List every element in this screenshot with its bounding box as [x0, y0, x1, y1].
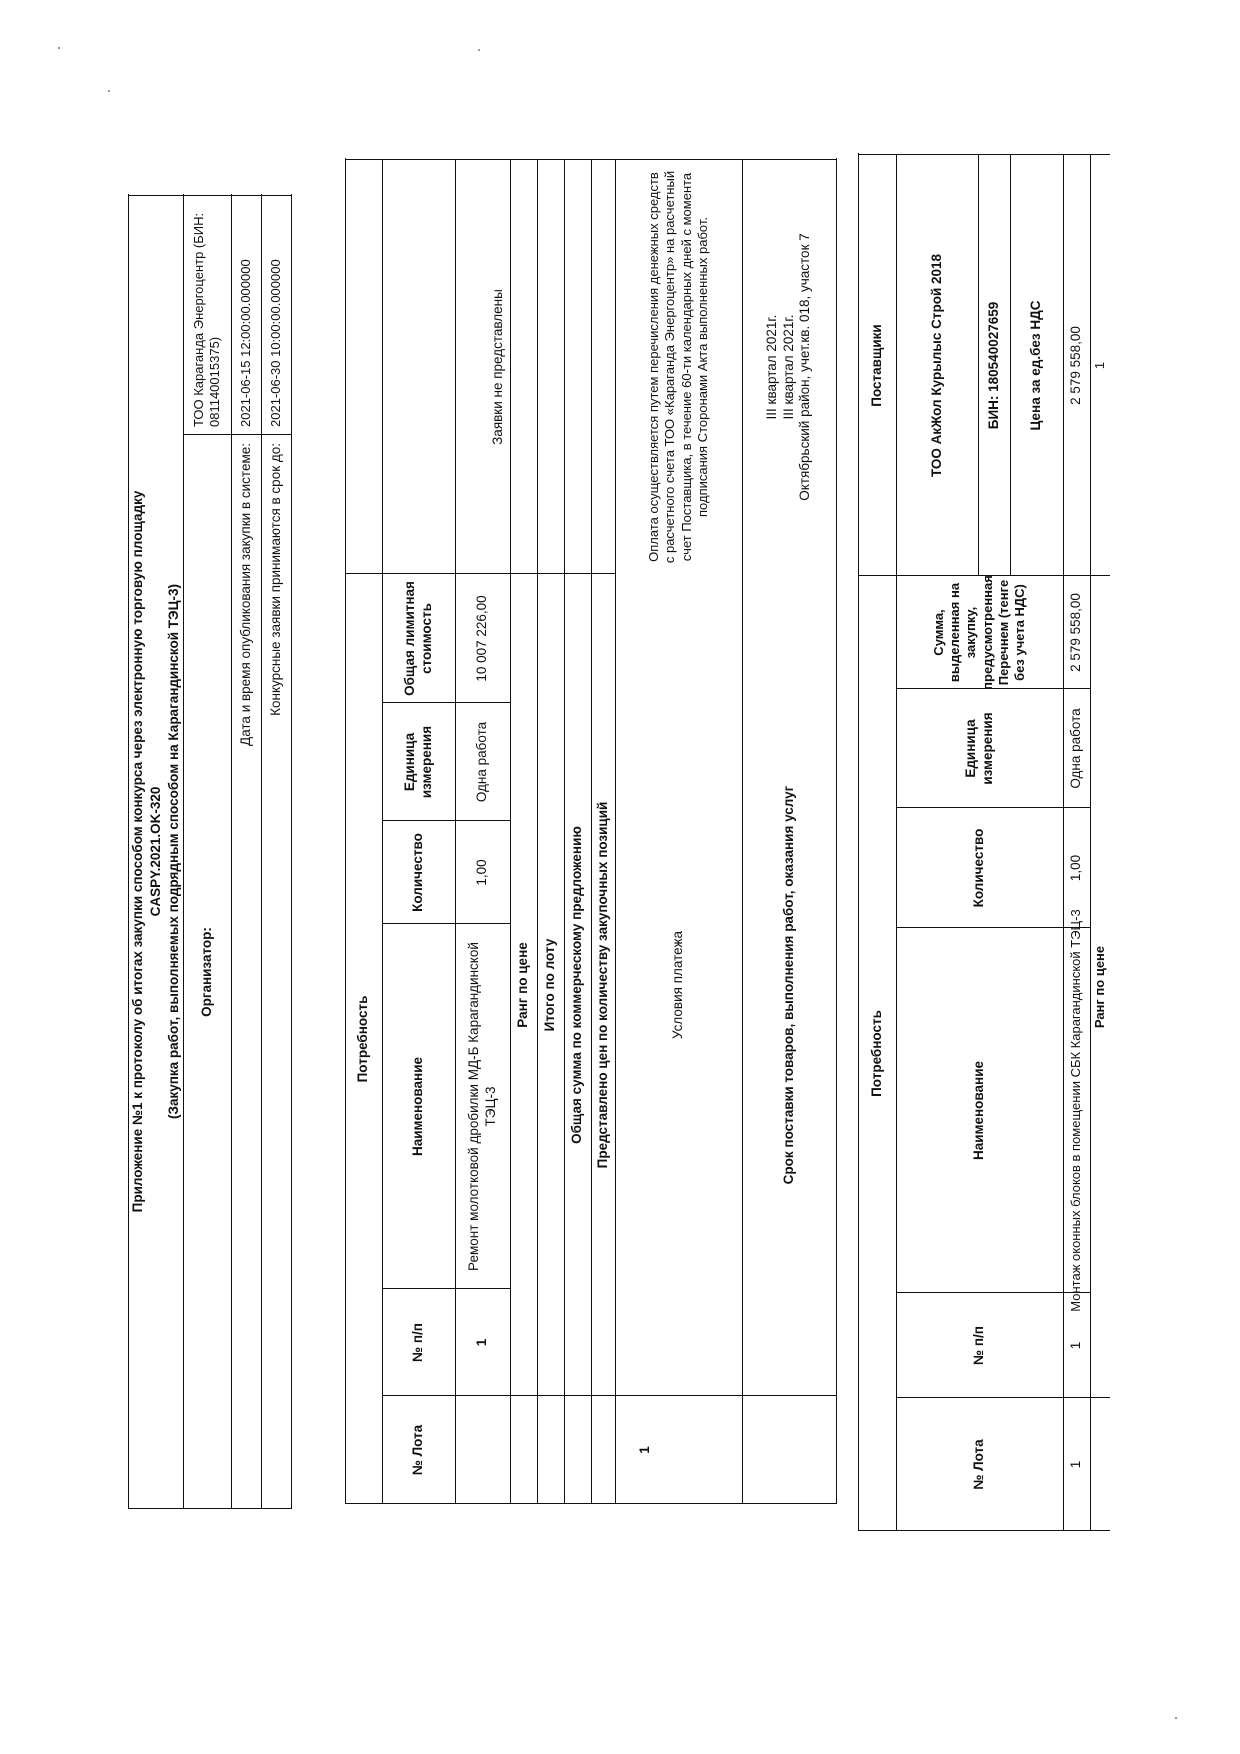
st-item-unit: Одна работа [1068, 708, 1084, 789]
deadline-label: Конкурсные заявки принимаются в срок до: [267, 443, 283, 716]
header-line-3: (Закупка работ, выполняемых подрядным способом на Карагандинской ТЭЦ-3) [165, 584, 181, 1119]
st-item-num: 1 [1068, 1341, 1084, 1350]
st-item-lot: 1 [1068, 1460, 1084, 1469]
delivery-label: Срок поставки товаров, выполнения работ, оказания услуг [780, 785, 796, 1185]
col-qty-header: Количество [410, 833, 426, 912]
payment-text: Оплата осуществляется путем перечисления денежных средств с расчетного счета ТОО «Караганда Энергоцентр» на расчетный счет Поставщика, в течение 60-ти календарных дней с момента подписания Сторонами Акта выполненных работ. [646, 170, 710, 564]
st-col-name-header: Наименование [971, 1060, 987, 1161]
st-col-sum-header: Сумма, выделенная на закупку, предусмотренная Перечнем (тенге без учета НДС) [930, 575, 1027, 690]
need-header: Потребность [355, 995, 371, 1083]
scan-speck [108, 90, 110, 92]
item-qty: 1,00 [474, 859, 490, 886]
supplier-need-header: Потребность [868, 1010, 884, 1097]
st-col-num-header: № п/п [971, 1326, 987, 1365]
st-rank-label: Ранг по цене [1091, 945, 1107, 1029]
delivery-line-3: Октябрьский район, учет.кв. 018, участок 7 [797, 233, 813, 501]
scan-speck [58, 47, 60, 49]
item-num: 1 [474, 1338, 490, 1347]
rank-price-label: Ранг по цене [515, 942, 531, 1028]
published-label: Дата и время опубликования закупки в системе: [237, 443, 253, 746]
deadline-value: 2021-06-30 10:00:00.000000 [267, 259, 283, 427]
scan-speck [478, 49, 480, 51]
col-lot-header: № Лота [410, 1424, 426, 1476]
col-name-header: Наименование [410, 1056, 426, 1157]
st-item-name: Монтаж оконных блоков в помещении СБК Карагандинской ТЭЦ-3 [1068, 909, 1084, 1312]
st-item-qty: 1,00 [1068, 854, 1084, 882]
supplier-bin: БИН: 180540027659 [985, 301, 1001, 430]
st-col-lot-header: № Лота [971, 1439, 987, 1490]
payment-label: Условия платежа [670, 930, 686, 1040]
header-line-1: Приложение №1 к протоколу об итогах закупки способом конкурса через электронную торговую площадку [129, 490, 145, 1213]
header-line-2: CASPY.2021.OK-320 [147, 786, 163, 917]
scan-speck [1175, 1717, 1177, 1719]
suppliers-header: Поставщики [868, 324, 884, 407]
supplier-table [858, 153, 1110, 1531]
delivery-line-1: III квартал 2021г. [763, 314, 779, 420]
total-lot-label: Итого по лоту [542, 938, 558, 1032]
unit-price-label: Цена за ед.без НДС [1028, 300, 1044, 431]
total-commercial-label: Общая сумма по коммерческому предложению [569, 826, 585, 1144]
col-unit-header: Единица измерения [401, 725, 434, 799]
st-rank-value: 1 [1091, 361, 1107, 370]
col-cost-header: Общая лимитная стоимость [401, 581, 434, 696]
header-block [128, 194, 292, 1509]
st-col-qty-header: Количество [971, 828, 987, 908]
organizer-label: Организатор: [198, 927, 214, 1017]
item-unit: Одна работа [474, 721, 490, 803]
delivery-info [742, 160, 836, 574]
organizer-value: ТОО Караганда Энергоцентр (БИН: 081140015375) [190, 212, 222, 427]
published-value: 2021-06-15 12:00:00.000000 [237, 259, 253, 427]
st-item-unit-price: 2 579 558,00 [1068, 326, 1084, 405]
st-col-unit-header: Единица измерения [962, 712, 995, 785]
lot-table [345, 158, 837, 1504]
no-bids-text: Заявки не представлены [490, 289, 506, 445]
prices-count-label: Представлено цен по количеству закупочных позиций [594, 801, 610, 1169]
item-name: Ремонт молотковой дробилки МД-Б Карагандинской ТЭЦ-3 [465, 942, 498, 1271]
st-item-sum: 2 579 558,00 [1068, 593, 1084, 672]
col-num-header: № п/п [410, 1323, 426, 1362]
delivery-line-2: III квартал 2021г. [780, 314, 796, 420]
supplier-name: ТОО АкЖол Курылыс Строй 2018 [928, 253, 944, 478]
lot-number: 1 [637, 1446, 653, 1454]
item-cost: 10 007 226,00 [474, 595, 490, 682]
